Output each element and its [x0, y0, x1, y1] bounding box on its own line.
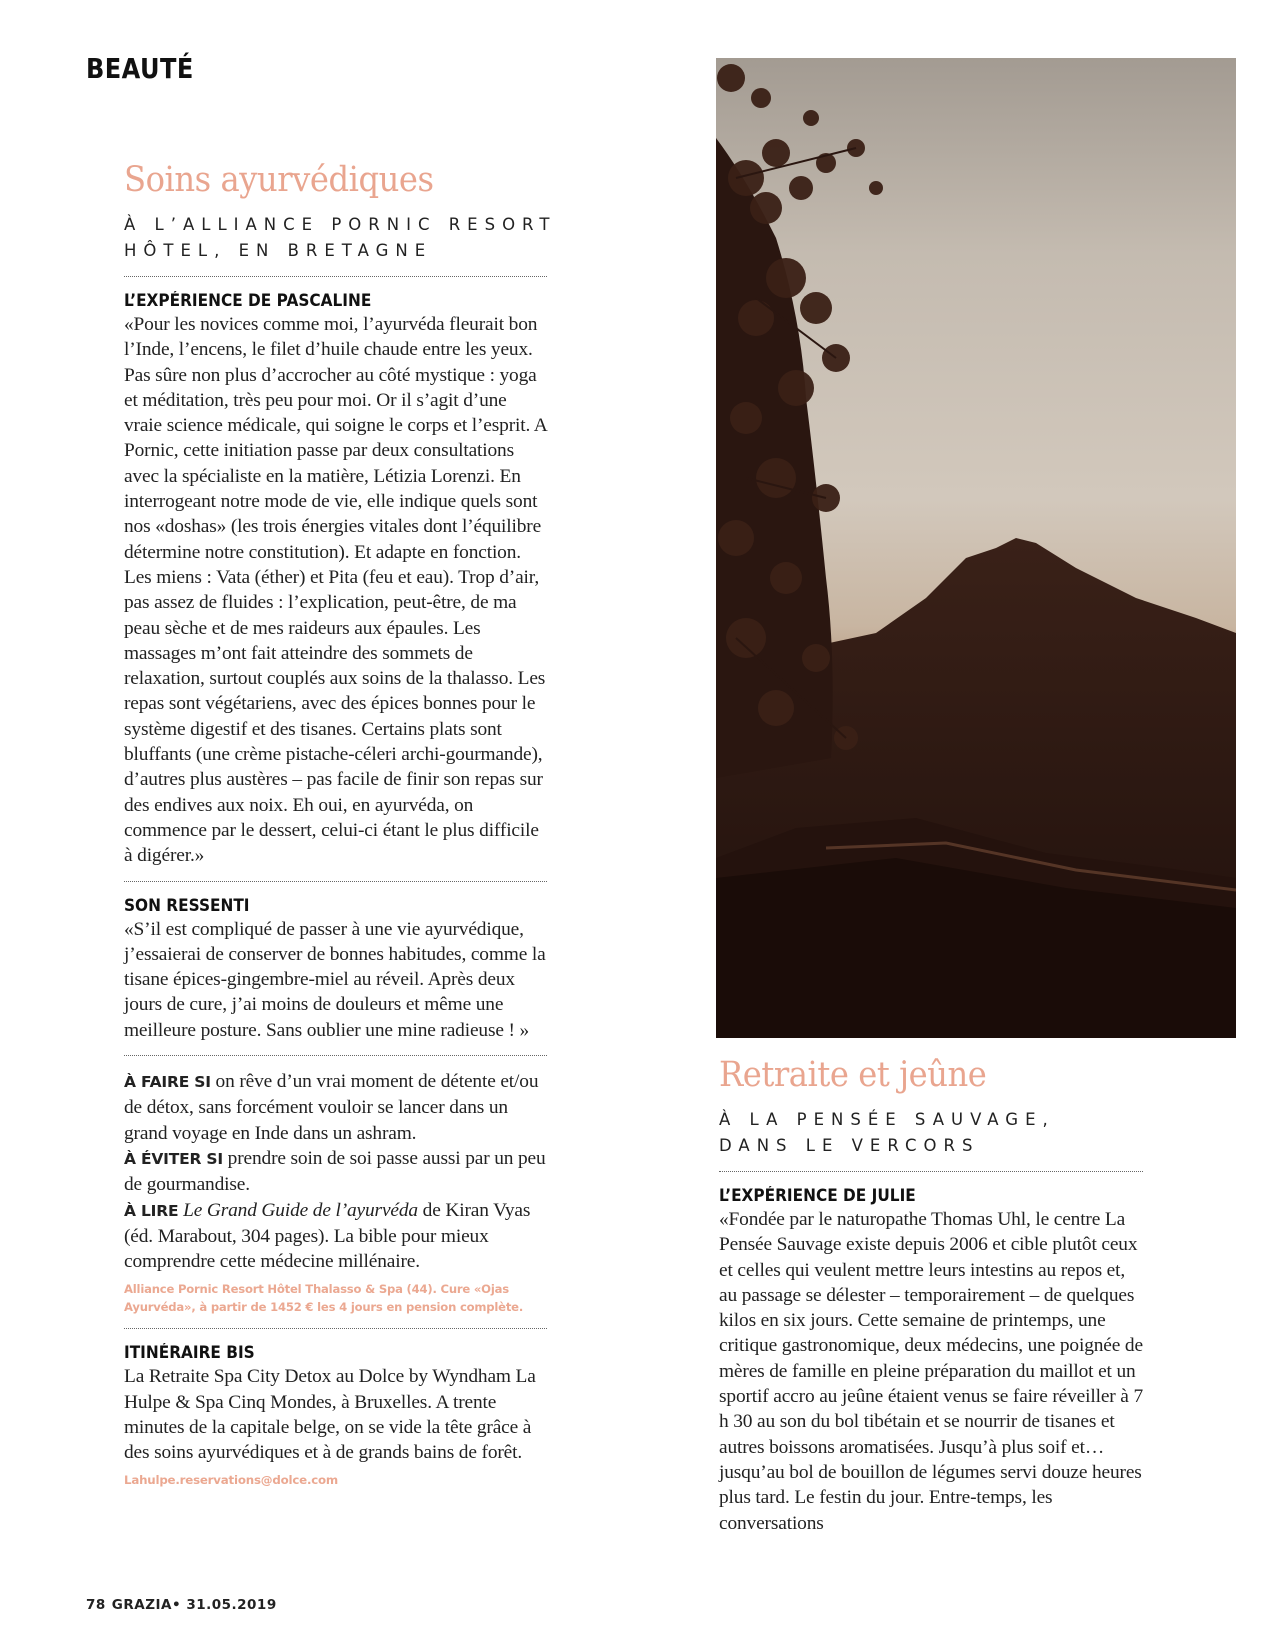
divider	[124, 881, 547, 882]
article-subtitle	[124, 212, 557, 264]
itineraire-bis-heading: ITINÉRAIRE BIS	[124, 1343, 255, 1363]
subtitle-line: HÔTEL, EN BRETAGNE	[124, 241, 433, 260]
issue-date: • 31.05.2019	[171, 1597, 277, 1613]
recommendations	[124, 1069, 547, 1274]
eviter-si-label: À ÉVITER SI	[124, 1149, 223, 1168]
page-number: 78	[86, 1597, 106, 1613]
divider	[719, 1171, 1143, 1172]
sunset-mountain-photo	[716, 58, 1236, 1038]
article-title: Retraite et jeûne	[719, 1055, 987, 1095]
contact-email-link[interactable]: Lahulpe.reservations@dolce.com	[124, 1472, 339, 1487]
experience-heading: L’EXPÉRIENCE DE JULIE	[719, 1186, 916, 1205]
divider	[124, 1055, 547, 1056]
magazine-name: GRAZIA	[111, 1597, 172, 1613]
experience-text: «Fondée par le naturopathe Thomas Uhl, le centre La Pensée Sauvage existe depuis 2006 et cible plutôt ceux et celles qui veulent mettre leurs intestins au repos et, au passage se délester – temporairement – de quelques kilos en six jours. Cette semaine de printemps, une critique gastronomique, deux médecins, une poignée de mères de famille en pleine préparation du maillot et un sportif accro au jeûne étaient venus se faire réveiller à 7 h 30 au son du bol tibétain et se nourrir de tisanes et autres boissons aromatisées. Jusqu’à plus soif et… jusqu’au bol de bouillon de légumes servi douze heures plus tard. Le festin du jour. Entre-temps, les conversations	[719, 1209, 1143, 1534]
divider	[124, 1328, 547, 1329]
a-lire-text: de Kiran Vyas (éd. Marabout, 304 pages). La bible pour mieux comprendre cette médecine millénaire.	[124, 1199, 531, 1273]
faire-si	[124, 1069, 547, 1146]
subtitle-line: DANS LE VERCORS	[719, 1136, 980, 1155]
divider	[124, 276, 547, 277]
book-title: Le Grand Guide de l’ayurvéda	[183, 1199, 418, 1221]
ressenti-heading: SON RESSENTI	[124, 895, 250, 915]
venue-credit: Alliance Pornic Resort Hôtel Thalasso & Spa (44). Cure «Ojas Ayurvéda», à partir de 1452 € les 4 jours en pension complète.	[124, 1282, 524, 1315]
section-label: BEAUTÉ	[86, 52, 194, 85]
article-title: Soins ayurvédiques	[124, 160, 434, 200]
itineraire-bis-body: La Retraite Spa City Detox au Dolce by Wyndham La Hulpe & Spa Cinq Mondes, à Bruxelles. A trente minutes de la capitale belge, on se vide la tête grâce à des soins ayurvédiques et à de grands bains de forêt.	[124, 1366, 536, 1464]
ressenti-text: «S’il est compliqué de passer à une vie ayurvédique, j’essaierai de conserver de bonnes habitudes, comme la tisane épices-gingembre-miel au réveil. Après deux jours de cure, j’ai moins de douleurs et même une meilleure posture. Sans oublier une mine radieuse ! »	[124, 918, 546, 1041]
subtitle-line: À L’ALLIANCE PORNIC RESORT	[124, 215, 557, 234]
a-lire-label: À LIRE	[124, 1201, 179, 1220]
subtitle-line: À LA PENSÉE SAUVAGE,	[719, 1110, 1055, 1129]
photo-illustration	[716, 58, 1236, 1038]
article-subtitle	[719, 1107, 1143, 1159]
experience-heading: L’EXPÉRIENCE DE PASCALINE	[124, 291, 372, 310]
faire-si-text: on rêve d’un vrai moment de détente et/ou de détox, sans forcément vouloir se lancer dans un grand voyage en Inde dans un ashram.	[124, 1071, 539, 1144]
page-footer	[86, 1597, 277, 1613]
article-ayurveda	[124, 160, 557, 1493]
article-jeune	[719, 1055, 1143, 1536]
eviter-si-text: prendre soin de soi passe aussi par un peu de gourmandise.	[124, 1147, 546, 1196]
a-lire	[124, 1198, 547, 1275]
itineraire-bis-text	[124, 1364, 547, 1492]
experience-text: «Pour les novices comme moi, l’ayurvéda fleurait bon l’Inde, l’encens, le filet d’huile chaude entre les yeux. Pas sûre non plus d’accrocher au côté mystique : yoga et méditation, très peu pour moi. Or il s’agit d’une vraie science médicale, qui soigne le corps et l’esprit. A Pornic, cette initiation passe par deux consultations avec la spécialiste en la matière, Létizia Lorenzi. En interrogeant notre mode de vie, elle indique quels sont nos «doshas» (les trois énergies vitales dont l’équilibre détermine notre constitution). Et adapte en fonction. Les miens : Vata (éther) et Pita (feu et eau). Trop d’air, pas assez de fluides : l’explication, peut-être, de ma peau sèche et de mes raideurs aux épaules. Les massages m’ont fait atteindre des sommets de relaxation, surtout couplés aux soins de la thalasso. Les repas sont végétariens, avec des épices bonnes pour le système digestif et des tisanes. Certains plats sont bluffants (une crème pistache-céleri archi-gourmande), d’autres plus austères – pas facile de finir son repas sur des endives aux noix. Eh oui, en ayurvéda, on commence par le dessert, celui-ci étant le plus difficile à digérer.»	[124, 314, 547, 867]
eviter-si	[124, 1146, 547, 1198]
faire-si-label: À FAIRE SI	[124, 1073, 211, 1092]
